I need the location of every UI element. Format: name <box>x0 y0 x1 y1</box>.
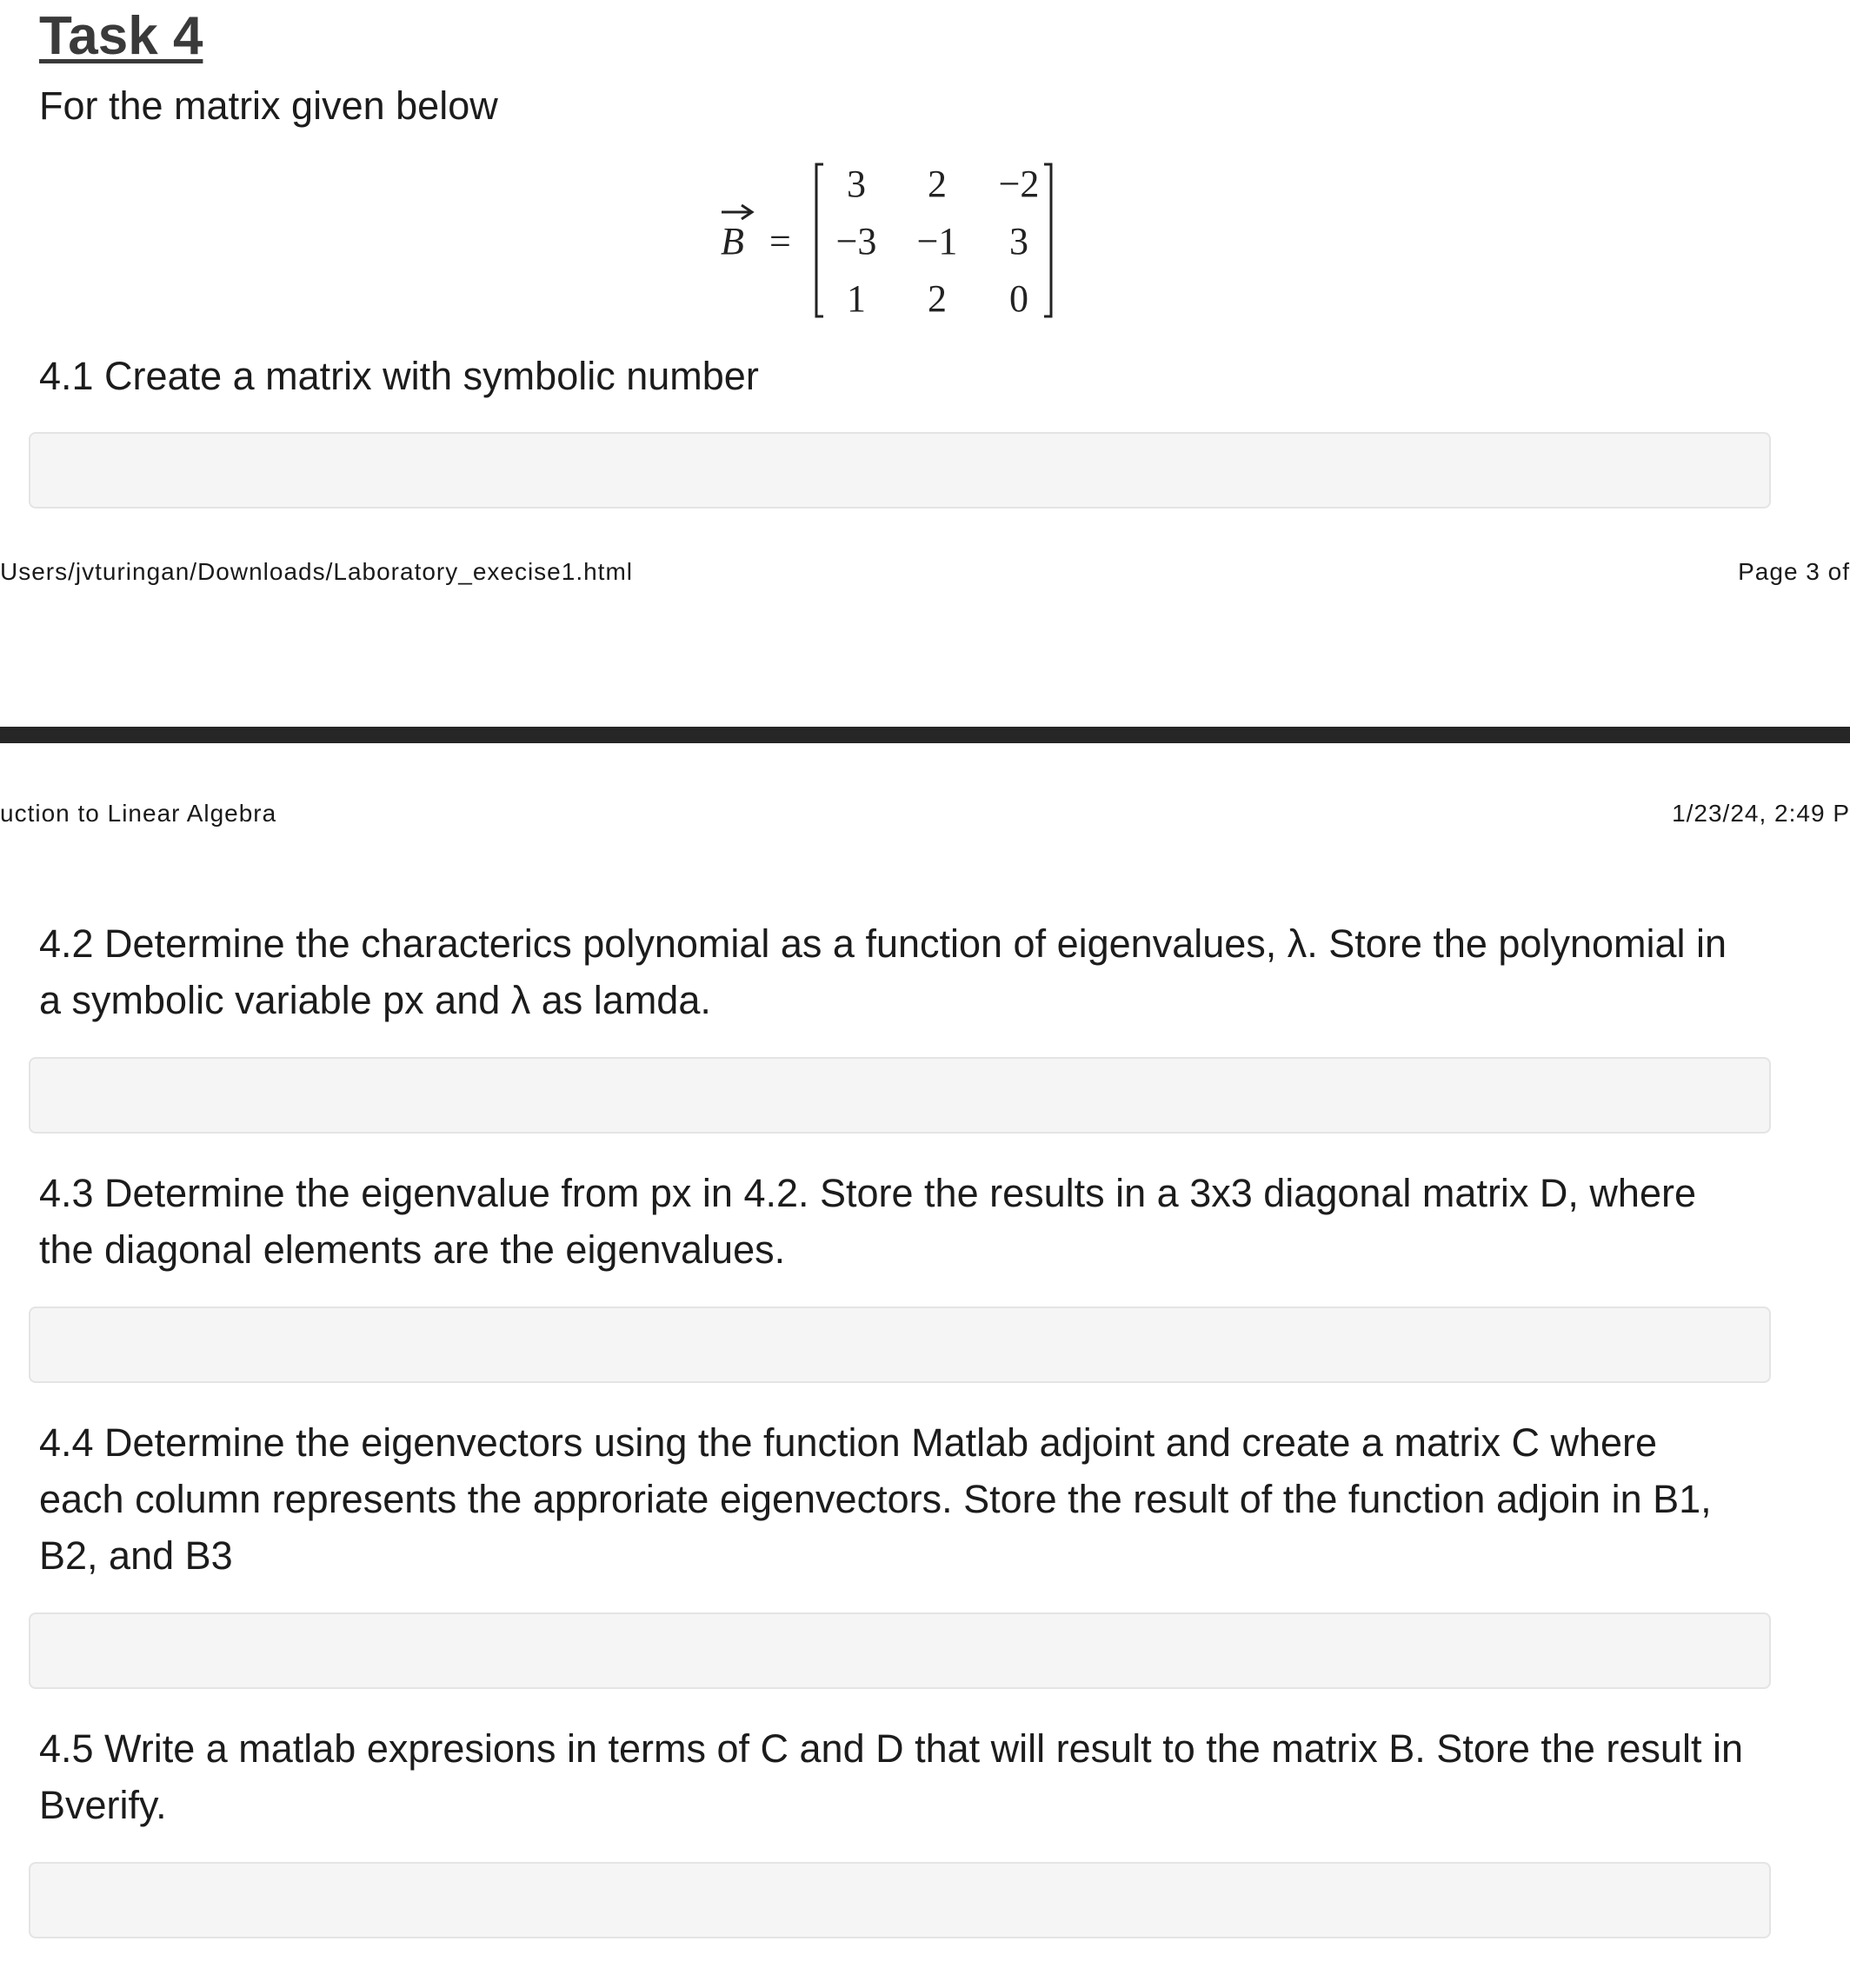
page-break-divider <box>0 727 1850 743</box>
matrix-b <box>709 153 1074 327</box>
answer-box-4-3[interactable] <box>29 1306 1771 1383</box>
question-4-5: 4.5 Write a matlab expresions in terms of C and D that will result to the matrix B. Store the result in Bverify. <box>39 1726 1743 1827</box>
matrix-cell: −1 <box>916 220 958 263</box>
answer-box-4-1[interactable] <box>29 432 1771 509</box>
answer-box-4-2[interactable] <box>29 1057 1771 1134</box>
answer-box-4-5[interactable] <box>29 1862 1771 1938</box>
matrix-left-bracket <box>816 164 823 316</box>
question-4-2: 4.2 Determine the characterics polynomial as a function of eigenvalues, λ. Store the polynomial in a symbolic variable px and λ as lamda. <box>39 921 1727 1022</box>
matrix-b-svg <box>709 153 1074 327</box>
task-title: Task 4 <box>39 6 203 66</box>
matrix-cell: −2 <box>998 163 1040 205</box>
matrix-cell: 1 <box>847 277 866 320</box>
matrix-cell: 0 <box>1009 277 1028 320</box>
matrix-cell: 3 <box>847 163 866 205</box>
matrix-cell: 2 <box>928 277 947 320</box>
matrix-name: B <box>721 220 744 263</box>
matrix-right-bracket <box>1044 164 1051 316</box>
print-header-datetime: 1/23/24, 2:49 P <box>1672 800 1850 827</box>
print-footer-page: Page 3 of <box>1738 558 1850 585</box>
matrix-cell: 2 <box>928 163 947 205</box>
task-intro: For the matrix given below <box>39 83 498 128</box>
matrix-cell: −3 <box>835 220 877 263</box>
question-4-3: 4.3 Determine the eigenvalue from px in 4.2. Store the results in a 3x3 diagonal matrix D, where the diagonal elements are the eigenvalues. <box>39 1171 1696 1272</box>
matrix-equals: = <box>769 220 791 263</box>
question-4-4: 4.4 Determine the eigenvectors using the function Matlab adjoint and create a matrix C where each column represents the approriate eigenvectors. Store the result of the function adjoin in B1, B2, and B3 <box>39 1420 1712 1578</box>
question-4-1: 4.1 Create a matrix with symbolic number <box>39 354 759 398</box>
print-header-title: uction to Linear Algebra <box>0 800 277 827</box>
print-footer-path: Users/jvturingan/Downloads/Laboratory_execise1.html <box>0 558 634 585</box>
matrix-cell: 3 <box>1009 220 1028 263</box>
answer-box-4-4[interactable] <box>29 1612 1771 1689</box>
